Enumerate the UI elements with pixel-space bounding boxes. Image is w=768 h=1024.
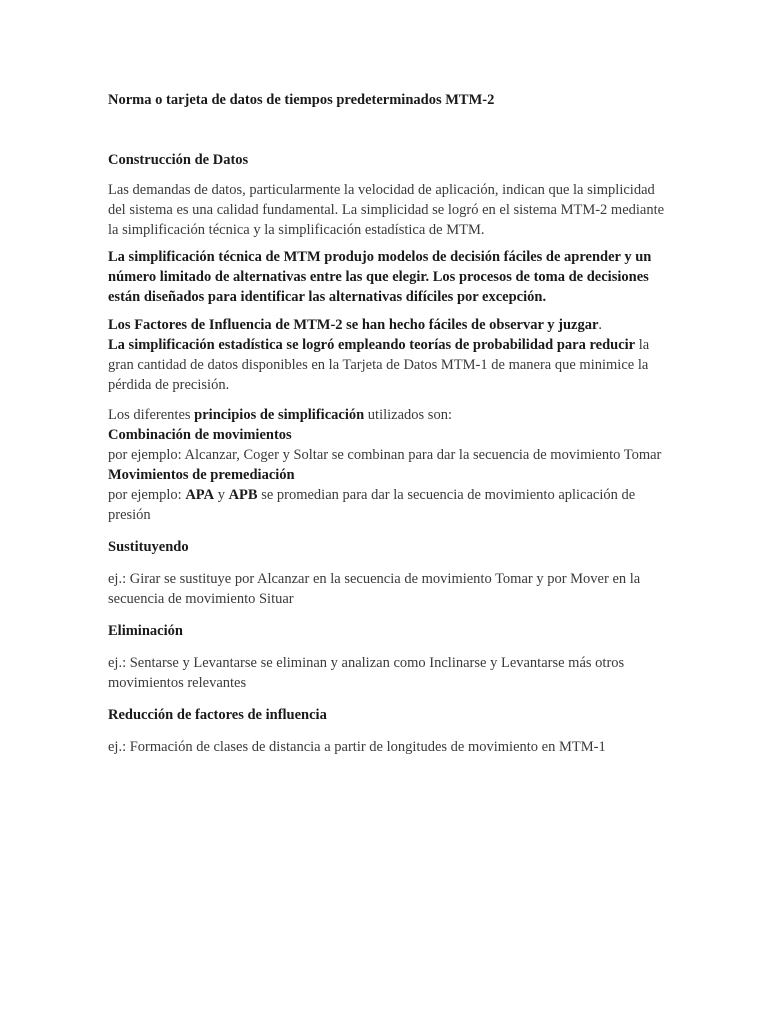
- influence-factors-bold: Los Factores de Influencia de MTM-2 se han hecho fáciles de observar y juzgar: [108, 317, 599, 333]
- influence-factors-line: [108, 315, 668, 335]
- principles-suffix: utilizados son:: [364, 407, 452, 423]
- influence-factors-suffix: .: [598, 317, 603, 333]
- statistical-bold: La simplificación estadística se logró empleando teorías de probabilidad para reducir: [108, 337, 636, 353]
- section-heading: Construcción de Datos: [108, 152, 249, 168]
- reduction-heading: Reducción de factores de influencia: [108, 707, 327, 723]
- apb-term: APB: [228, 487, 258, 503]
- intro-paragraph: Las demandas de datos, particularmente la velocidad de aplicación, indican que la simplicidad del sistema es una calidad fundamental. La simplicidad se logró en el sistema MTM-2 mediante la simplificación técnica y la simplificación estadística de MTM.: [108, 182, 665, 238]
- principles-prefix: Los diferentes: [108, 407, 195, 423]
- technical-simplification-paragraph: La simplificación técnica de MTM produjo modelos de decisión fáciles de aprender y un número limitado de alternativas entre las que elegir. Los procesos de toma de decisiones están diseñados para identificar las alternativas difíciles por excepción.: [108, 249, 652, 305]
- statistical-rest: la gran cantidad de datos disponibles en la Tarjeta de Datos MTM-1 de manera que minimice la pérdida de precisión.: [108, 337, 650, 393]
- substituting-text: ej.: Girar se sustituye por Alcanzar en la secuencia de movimiento Tomar y por Mover en la secuencia de movimiento Situar: [108, 571, 641, 607]
- elimination-text: ej.: Sentarse y Levantarse se eliminan y analizan como Inclinarse y Levantarse más otros movimientos relevantes: [108, 655, 625, 691]
- averaging-and: y: [214, 487, 229, 503]
- statistical-simplification-paragraph: [108, 335, 668, 395]
- averaging-prefix: por ejemplo:: [108, 487, 186, 503]
- averaging-heading: Movimientos de premediación: [108, 467, 295, 483]
- averaging-text: [108, 485, 668, 525]
- document-title: Norma o tarjeta de datos de tiempos predeterminados MTM-2: [108, 92, 495, 108]
- apa-term: APA: [185, 487, 215, 503]
- elimination-heading: Eliminación: [108, 623, 183, 639]
- combination-text: por ejemplo: Alcanzar, Coger y Soltar se combinan para dar la secuencia de movimiento Tomar: [108, 447, 662, 463]
- document-page: [108, 90, 668, 757]
- averaging-rest: se promedian para dar la secuencia de movimiento aplicación de presión: [108, 487, 636, 523]
- principles-bold: principios de simplificación: [194, 407, 365, 423]
- substituting-heading: Sustituyendo: [108, 539, 189, 555]
- reduction-text: ej.: Formación de clases de distancia a partir de longitudes de movimiento en MTM-1: [108, 739, 606, 755]
- principles-line: [108, 405, 668, 425]
- combination-heading: Combinación de movimientos: [108, 427, 292, 443]
